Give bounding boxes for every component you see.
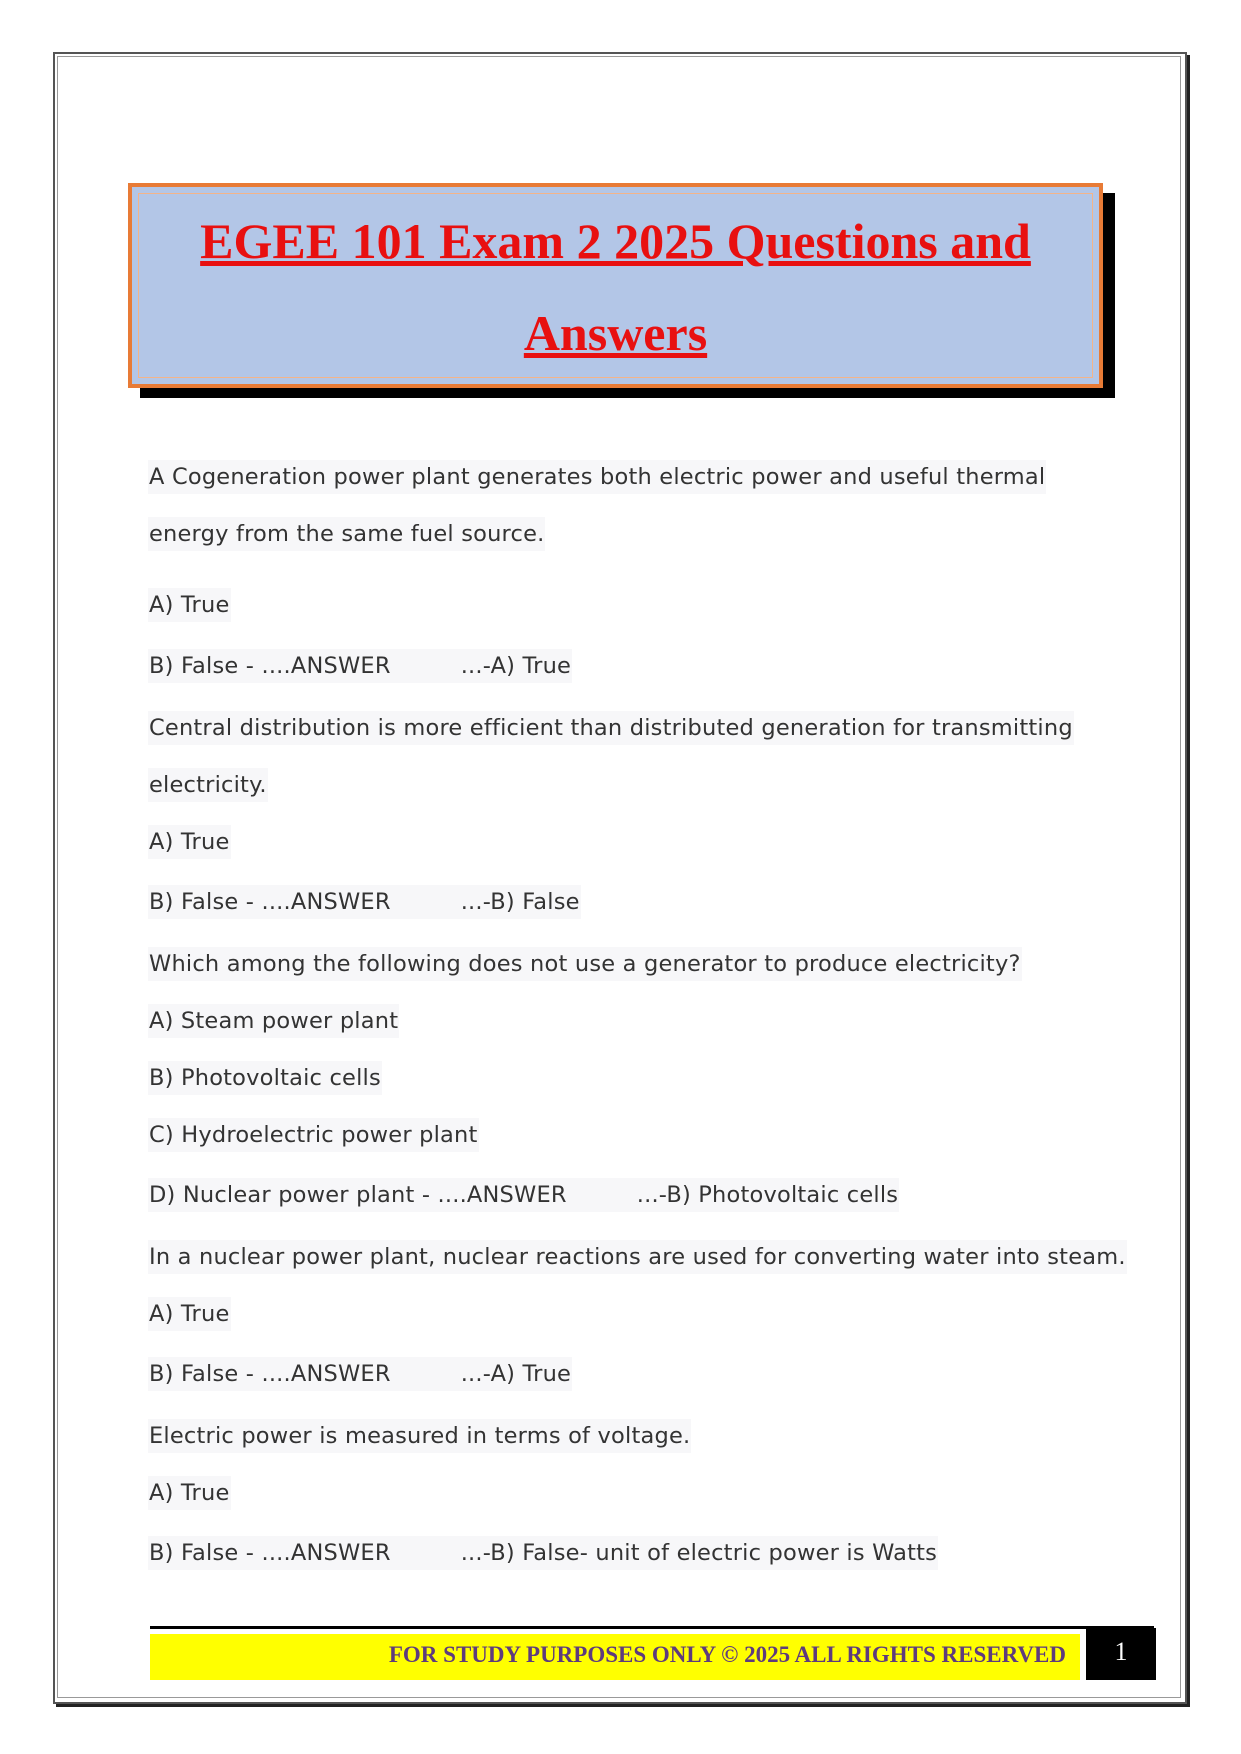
title-line-2: Answers <box>523 305 708 361</box>
question-2-text-line-2: electricity. <box>148 768 268 802</box>
page-number: 1 <box>1086 1628 1156 1680</box>
question-2-text-line-1: Central distribution is more efficient than distributed generation for transmitting <box>148 711 1074 745</box>
question-2-answer-line <box>148 885 581 919</box>
footer-text: FOR STUDY PURPOSES ONLY © 2025 ALL RIGHTS RESERVED <box>388 1642 1066 1667</box>
question-3-option-c: C) Hydroelectric power plant <box>148 1118 479 1152</box>
answer-text: ...-A) True <box>460 653 572 679</box>
answer-prefix: D) Nuclear power plant - ....ANSWER <box>149 1182 567 1208</box>
answer-text: ...-B) Photovoltaic cells <box>636 1182 899 1208</box>
footer-band <box>150 1634 1080 1680</box>
question-5-answer-line <box>148 1536 938 1570</box>
question-5-text-line-1: Electric power is measured in terms of voltage. <box>148 1419 691 1453</box>
question-1-answer-line <box>148 649 572 683</box>
answer-prefix: B) False - ....ANSWER <box>149 1540 391 1566</box>
question-1-text-line-1: A Cogeneration power plant generates both electric power and useful thermal <box>148 460 1046 494</box>
answer-text: ...-B) False <box>460 889 580 915</box>
title-box <box>128 183 1103 388</box>
footer-rule <box>150 1626 1154 1629</box>
question-4-answer-line <box>148 1357 572 1391</box>
answer-prefix: B) False - ....ANSWER <box>149 653 391 679</box>
answer-text: ...-A) True <box>460 1361 572 1387</box>
question-3-text-line-1: Which among the following does not use a generator to produce electricity? <box>148 947 1022 981</box>
answer-prefix: B) False - ....ANSWER <box>149 889 391 915</box>
question-4-option-a: A) True <box>148 1297 231 1331</box>
question-3-option-b: B) Photovoltaic cells <box>148 1061 382 1095</box>
question-1-option-a: A) True <box>148 588 231 622</box>
question-3-answer-line <box>148 1178 899 1212</box>
question-4-text-line-1: In a nuclear power plant, nuclear reactions are used for converting water into steam. <box>148 1240 1127 1274</box>
answer-prefix: B) False - ....ANSWER <box>149 1361 391 1387</box>
answer-text: ...-B) False- unit of electric power is Watts <box>460 1540 938 1566</box>
page-title <box>132 195 1099 379</box>
question-3-option-a: A) Steam power plant <box>148 1004 399 1038</box>
question-1-text-line-2: energy from the same fuel source. <box>148 517 545 551</box>
question-5-option-a: A) True <box>148 1476 231 1510</box>
question-2-option-a: A) True <box>148 825 231 859</box>
title-line-1: EGEE 101 Exam 2 2025 Questions and <box>200 213 1031 269</box>
